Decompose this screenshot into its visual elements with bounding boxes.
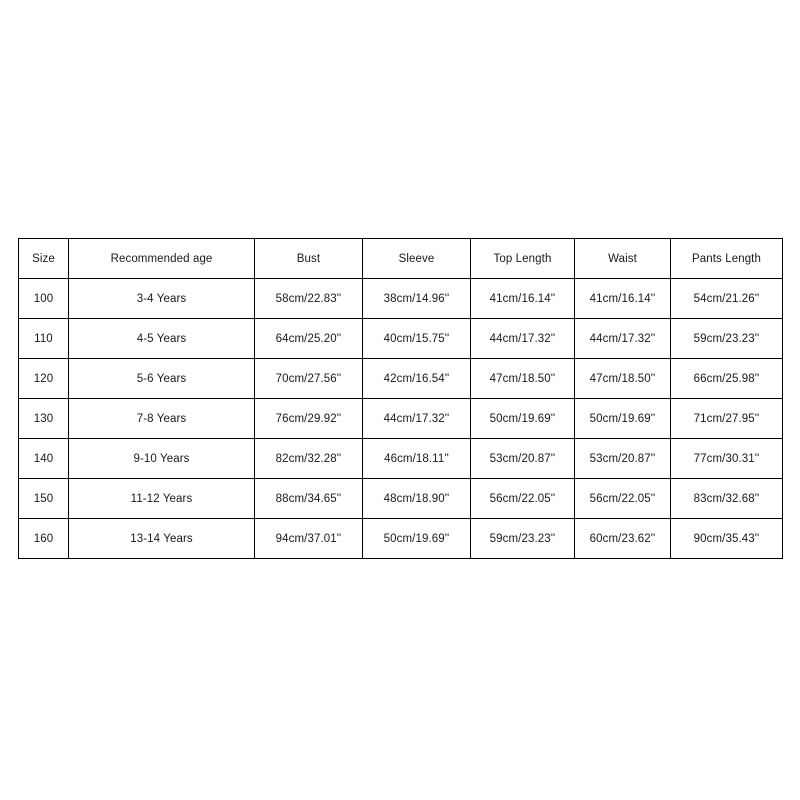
cell-bust: 82cm/32.28'' — [255, 439, 363, 479]
cell-pants-length: 90cm/35.43'' — [671, 519, 783, 559]
table-header-row — [19, 239, 783, 279]
table-row — [19, 279, 783, 319]
cell-waist: 56cm/22.05'' — [575, 479, 671, 519]
column-header-sleeve: Sleeve — [363, 239, 471, 279]
cell-bust: 76cm/29.92'' — [255, 399, 363, 439]
cell-recommended-age: 3-4 Years — [69, 279, 255, 319]
cell-waist: 50cm/19.69'' — [575, 399, 671, 439]
cell-size: 150 — [19, 479, 69, 519]
table-row — [19, 519, 783, 559]
cell-bust: 58cm/22.83'' — [255, 279, 363, 319]
cell-waist: 47cm/18.50'' — [575, 359, 671, 399]
cell-pants-length: 83cm/32.68'' — [671, 479, 783, 519]
table-row — [19, 359, 783, 399]
cell-sleeve: 48cm/18.90'' — [363, 479, 471, 519]
cell-recommended-age: 7-8 Years — [69, 399, 255, 439]
cell-size: 130 — [19, 399, 69, 439]
cell-recommended-age: 9-10 Years — [69, 439, 255, 479]
cell-pants-length: 77cm/30.31'' — [671, 439, 783, 479]
cell-size: 120 — [19, 359, 69, 399]
column-header-pants-length: Pants Length — [671, 239, 783, 279]
table-row — [19, 319, 783, 359]
cell-bust: 88cm/34.65'' — [255, 479, 363, 519]
column-header-top-length: Top Length — [471, 239, 575, 279]
cell-pants-length: 54cm/21.26'' — [671, 279, 783, 319]
cell-top-length: 50cm/19.69'' — [471, 399, 575, 439]
column-header-waist: Waist — [575, 239, 671, 279]
column-header-bust: Bust — [255, 239, 363, 279]
cell-waist: 41cm/16.14'' — [575, 279, 671, 319]
cell-top-length: 53cm/20.87'' — [471, 439, 575, 479]
cell-sleeve: 44cm/17.32'' — [363, 399, 471, 439]
cell-bust: 70cm/27.56'' — [255, 359, 363, 399]
cell-bust: 64cm/25.20'' — [255, 319, 363, 359]
table-row — [19, 479, 783, 519]
cell-sleeve: 40cm/15.75'' — [363, 319, 471, 359]
cell-bust: 94cm/37.01'' — [255, 519, 363, 559]
size-chart-table — [18, 238, 783, 559]
cell-top-length: 47cm/18.50'' — [471, 359, 575, 399]
cell-top-length: 59cm/23.23'' — [471, 519, 575, 559]
cell-sleeve: 42cm/16.54'' — [363, 359, 471, 399]
cell-top-length: 44cm/17.32'' — [471, 319, 575, 359]
cell-pants-length: 66cm/25.98'' — [671, 359, 783, 399]
column-header-size: Size — [19, 239, 69, 279]
cell-sleeve: 38cm/14.96'' — [363, 279, 471, 319]
table-row — [19, 439, 783, 479]
cell-waist: 44cm/17.32'' — [575, 319, 671, 359]
cell-recommended-age: 13-14 Years — [69, 519, 255, 559]
cell-pants-length: 59cm/23.23'' — [671, 319, 783, 359]
size-chart-container — [18, 238, 782, 559]
cell-waist: 60cm/23.62'' — [575, 519, 671, 559]
cell-recommended-age: 4-5 Years — [69, 319, 255, 359]
table-row — [19, 399, 783, 439]
cell-size: 160 — [19, 519, 69, 559]
cell-size: 110 — [19, 319, 69, 359]
cell-size: 140 — [19, 439, 69, 479]
cell-top-length: 56cm/22.05'' — [471, 479, 575, 519]
cell-pants-length: 71cm/27.95'' — [671, 399, 783, 439]
column-header-recommended-age: Recommended age — [69, 239, 255, 279]
cell-waist: 53cm/20.87'' — [575, 439, 671, 479]
cell-sleeve: 50cm/19.69'' — [363, 519, 471, 559]
cell-recommended-age: 11-12 Years — [69, 479, 255, 519]
cell-sleeve: 46cm/18.11'' — [363, 439, 471, 479]
cell-recommended-age: 5-6 Years — [69, 359, 255, 399]
cell-size: 100 — [19, 279, 69, 319]
cell-top-length: 41cm/16.14'' — [471, 279, 575, 319]
